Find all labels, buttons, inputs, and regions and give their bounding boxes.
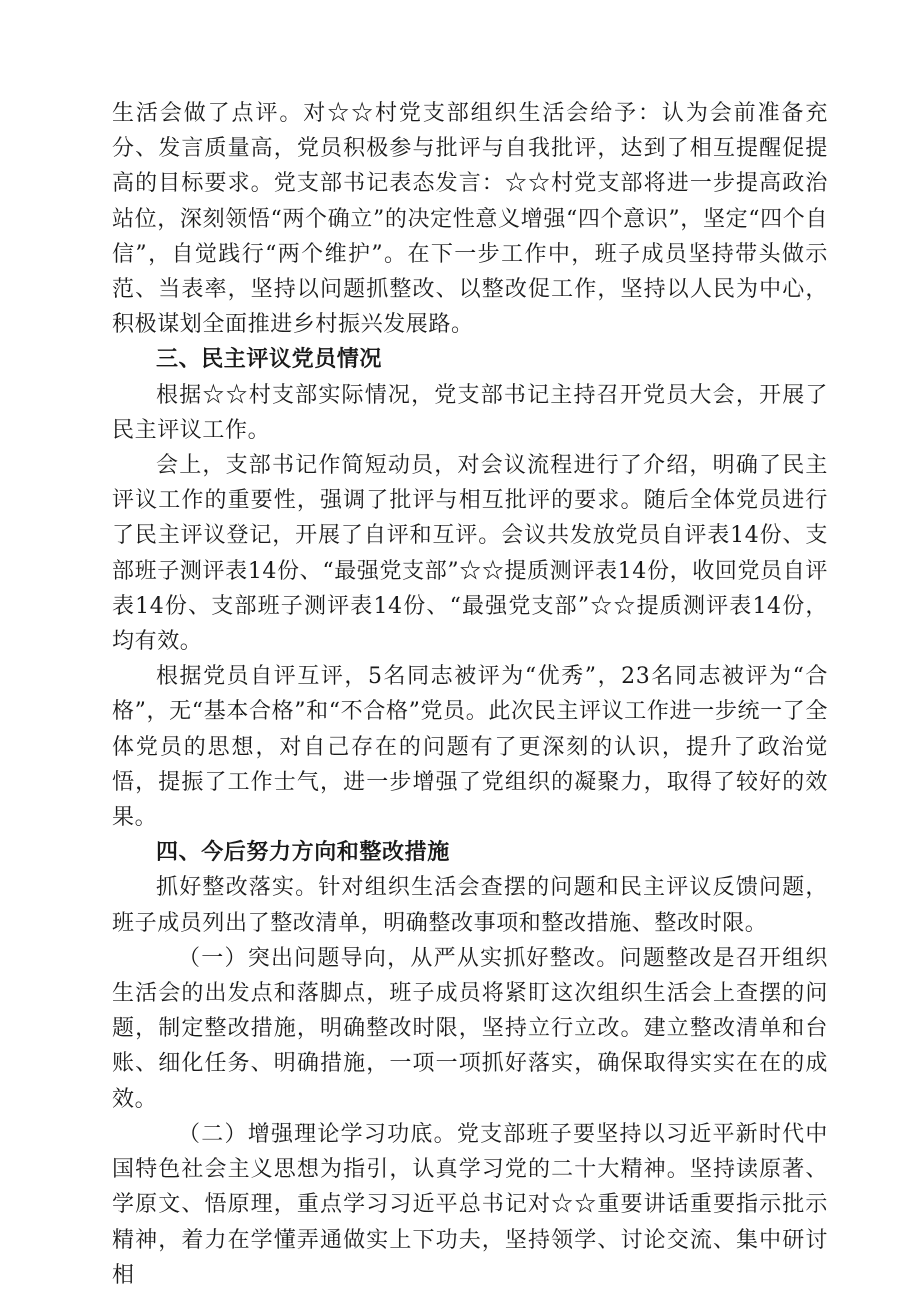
paragraph-evaluation-results: 根据党员自评互评，5名同志被评为“优秀”，23名同志被评为“合格”，无“基本合格”和“不合格”党员。此次民主评议工作进一步统一了全体党员的思想，对自己存在的问题有了更深刻的认识，提升了政治觉悟，提振了工作士气，进一步增强了党组织的凝聚力，取得了较好的效果。	[112, 664, 828, 831]
paragraph-measure-2: （二）增强理论学习功底。党支部班子要坚持以习近平新时代中国特色社会主义思想为指引，认真学习党的二十大精神。坚持读原著、学原文、悟原理，重点学习习近平总书记对☆☆重要讲话重要指示批示精神，着力在学懂弄通做实上下功夫，坚持领学、讨论交流、集中研讨相	[112, 1121, 828, 1288]
paragraph-measure-1: （一）突出问题导向，从严从实抓好整改。问题整改是召开组织生活会的出发点和落脚点，班子成员将紧盯这次组织生活会上查摆的问题，制定整改措施，明确整改时限，坚持立行立改。建立整改清单和台账、细化任务、明确措施，一项一项抓好落实，确保取得实实在在的成效。	[112, 945, 828, 1112]
paragraph-continuation-review: 生活会做了点评。对☆☆村党支部组织生活会给予：认为会前准备充分、发言质量高，党员积极参与批评与自我批评，达到了相互提醒促提高的目标要求。党支部书记表态发言：☆☆村党支部将进一步提高政治站位，深刻领悟“两个确立”的决定性意义增强“四个意识”，坚定“四个自信”，自觉践行“两个维护”。在下一步工作中，班子成员坚持带头做示范、当表率，坚持以问题抓整改、以整改促工作，坚持以人民为中心，积极谋划全面推进乡村振兴发展路。	[112, 101, 828, 338]
paragraph-meeting-process: 会上，支部书记作简短动员，对会议流程进行了介绍，明确了民主评议工作的重要性，强调了批评与相互批评的要求。随后全体党员进行了民主评议登记，开展了自评和互评。会议共发放党员自评表14份、支部班子测评表14份、“最强党支部”☆☆提质测评表14份，收回党员自评表14份、支部班子测评表14份、“最强党支部”☆☆提质测评表14份，均有效。	[112, 453, 828, 655]
document-body	[112, 96, 828, 1293]
paragraph-rectification-summary: 抓好整改落实。针对组织生活会查摆的问题和民主评议反馈问题，班子成员列出了整改清单，明确整改事项和整改措施、整改时限。	[112, 875, 828, 936]
section-heading-3: 三、民主评议党员情况	[156, 347, 383, 373]
section-heading-4: 四、今后努力方向和整改措施	[156, 840, 450, 866]
paragraph-evaluation-intro: 根据☆☆村支部实际情况，党支部书记主持召开党员大会，开展了民主评议工作。	[112, 382, 828, 443]
